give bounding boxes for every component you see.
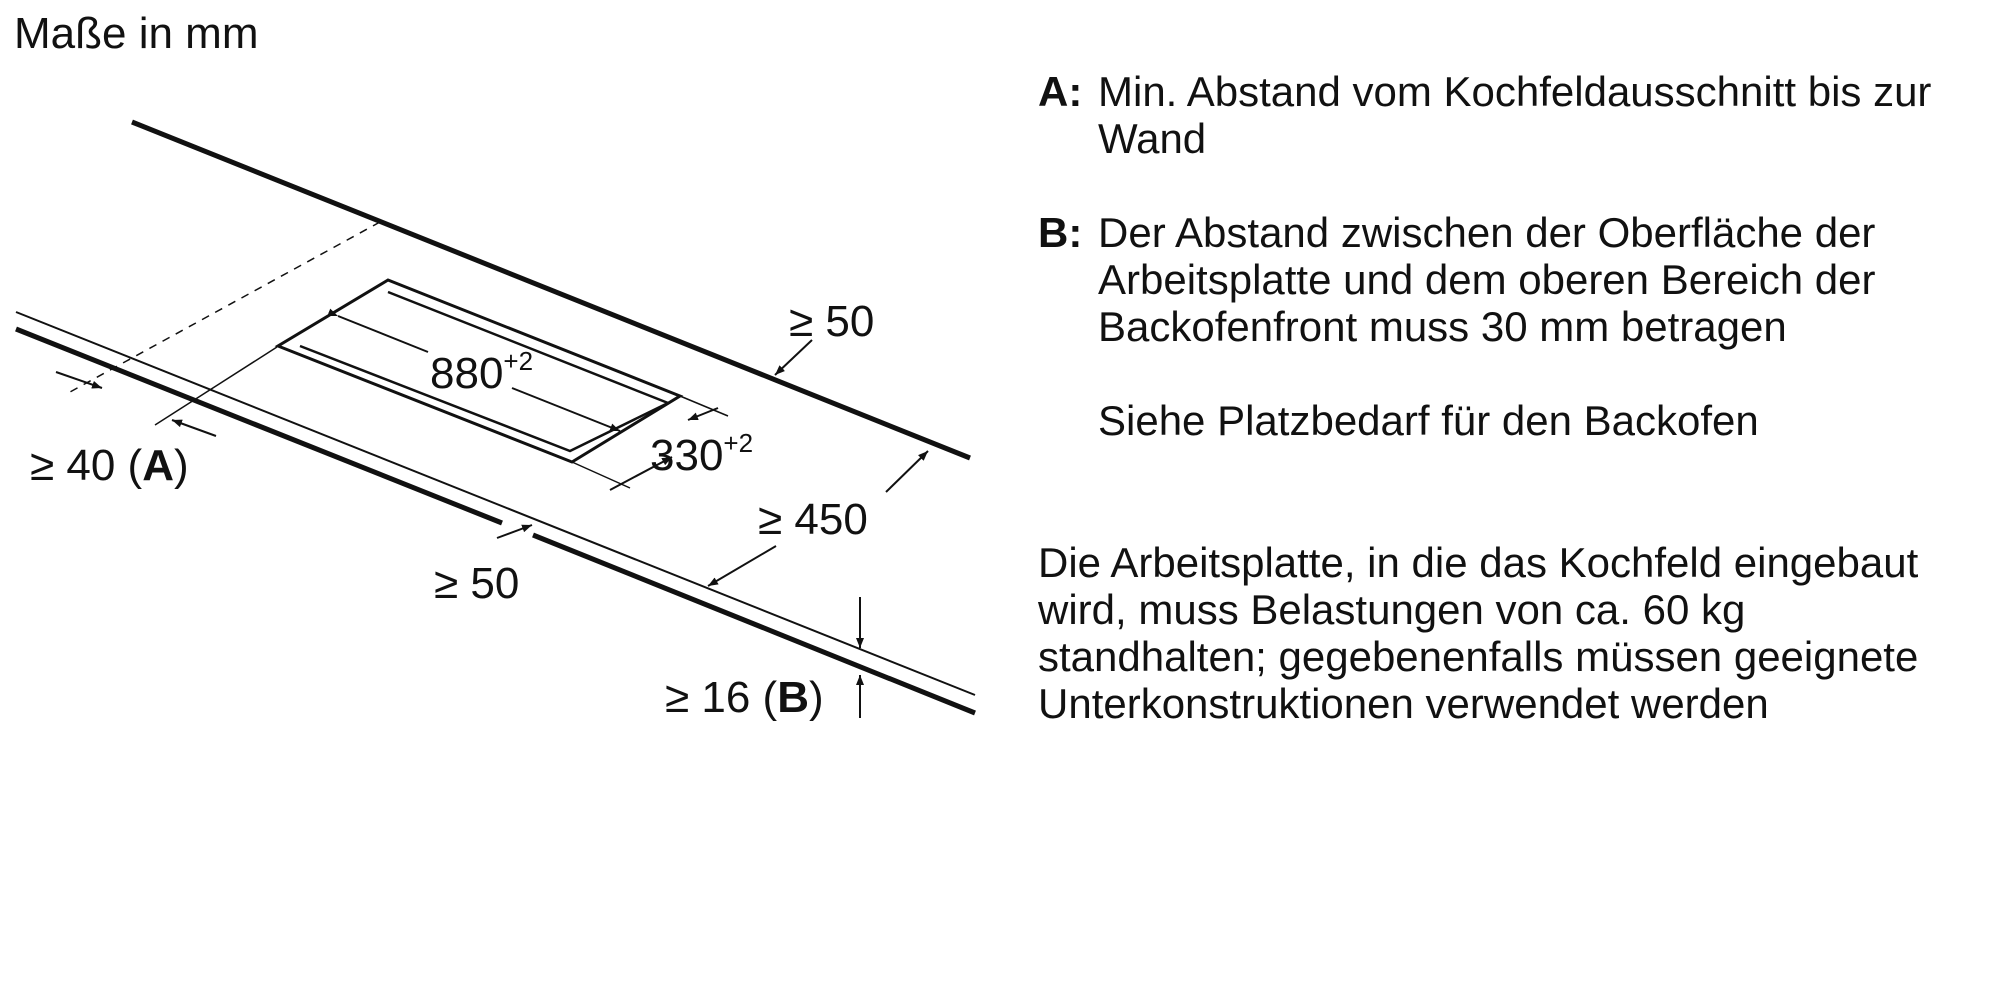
worktop-outline (16, 122, 975, 713)
units-caption: Maße in mm (14, 9, 259, 58)
dim-arrow-880-right (512, 388, 620, 431)
legend-text-a: Min. Abstand vom Kochfeldausschnitt bis zur Wand (1098, 68, 1932, 162)
extension-line-cutout-front (155, 347, 277, 425)
dim-arrow-front-gap-inner (172, 420, 216, 436)
dim-arrow-330-upper (688, 408, 718, 420)
dim-arrow-side-gap (497, 525, 532, 538)
dim-arrow-front-gap-outer (56, 372, 102, 388)
legend-entry-a (1038, 68, 1978, 162)
load-note: Die Arbeitsplatte, in die das Kochfeld eingebaut wird, muss Belastungen von ca. 60 kg standhalten; gegebenenfalls müssen geeignete Unterkonstruktionen verwendet werden (1038, 539, 1919, 727)
legend-text-b: Der Abstand zwischen der Oberfläche der Arbeitsplatte und dem oberen Bereich der Backofenfront muss 30 mm betragen (1098, 209, 1876, 350)
dim-label-cutout-width: $880^{+2}$ (430, 346, 534, 398)
dim-arrow-880-left (338, 316, 428, 352)
legend-key-b: B: (1038, 209, 1083, 256)
legend-entry-b (1038, 209, 1978, 350)
dim-label-cutout-depth: $330^{+2}$ (650, 428, 754, 480)
legend-note-oven: Siehe Platzbedarf für den Backofen (1098, 397, 1759, 444)
dim-arrow-450-back (886, 451, 928, 492)
legend (1038, 68, 1978, 727)
dim-label-back-gap: ≥ 50 (789, 297, 875, 346)
dim-arrow-450-front (708, 546, 776, 586)
dim-label-front-gap: ≥ 40 (A) (30, 441, 189, 490)
legend-key-a: A: (1038, 68, 1083, 115)
dim-label-side-gap: ≥ 50 (434, 559, 520, 608)
dim-label-depth-total: ≥ 450 (758, 495, 868, 544)
dim-label-thickness: ≥ 16 (B) (665, 673, 824, 722)
